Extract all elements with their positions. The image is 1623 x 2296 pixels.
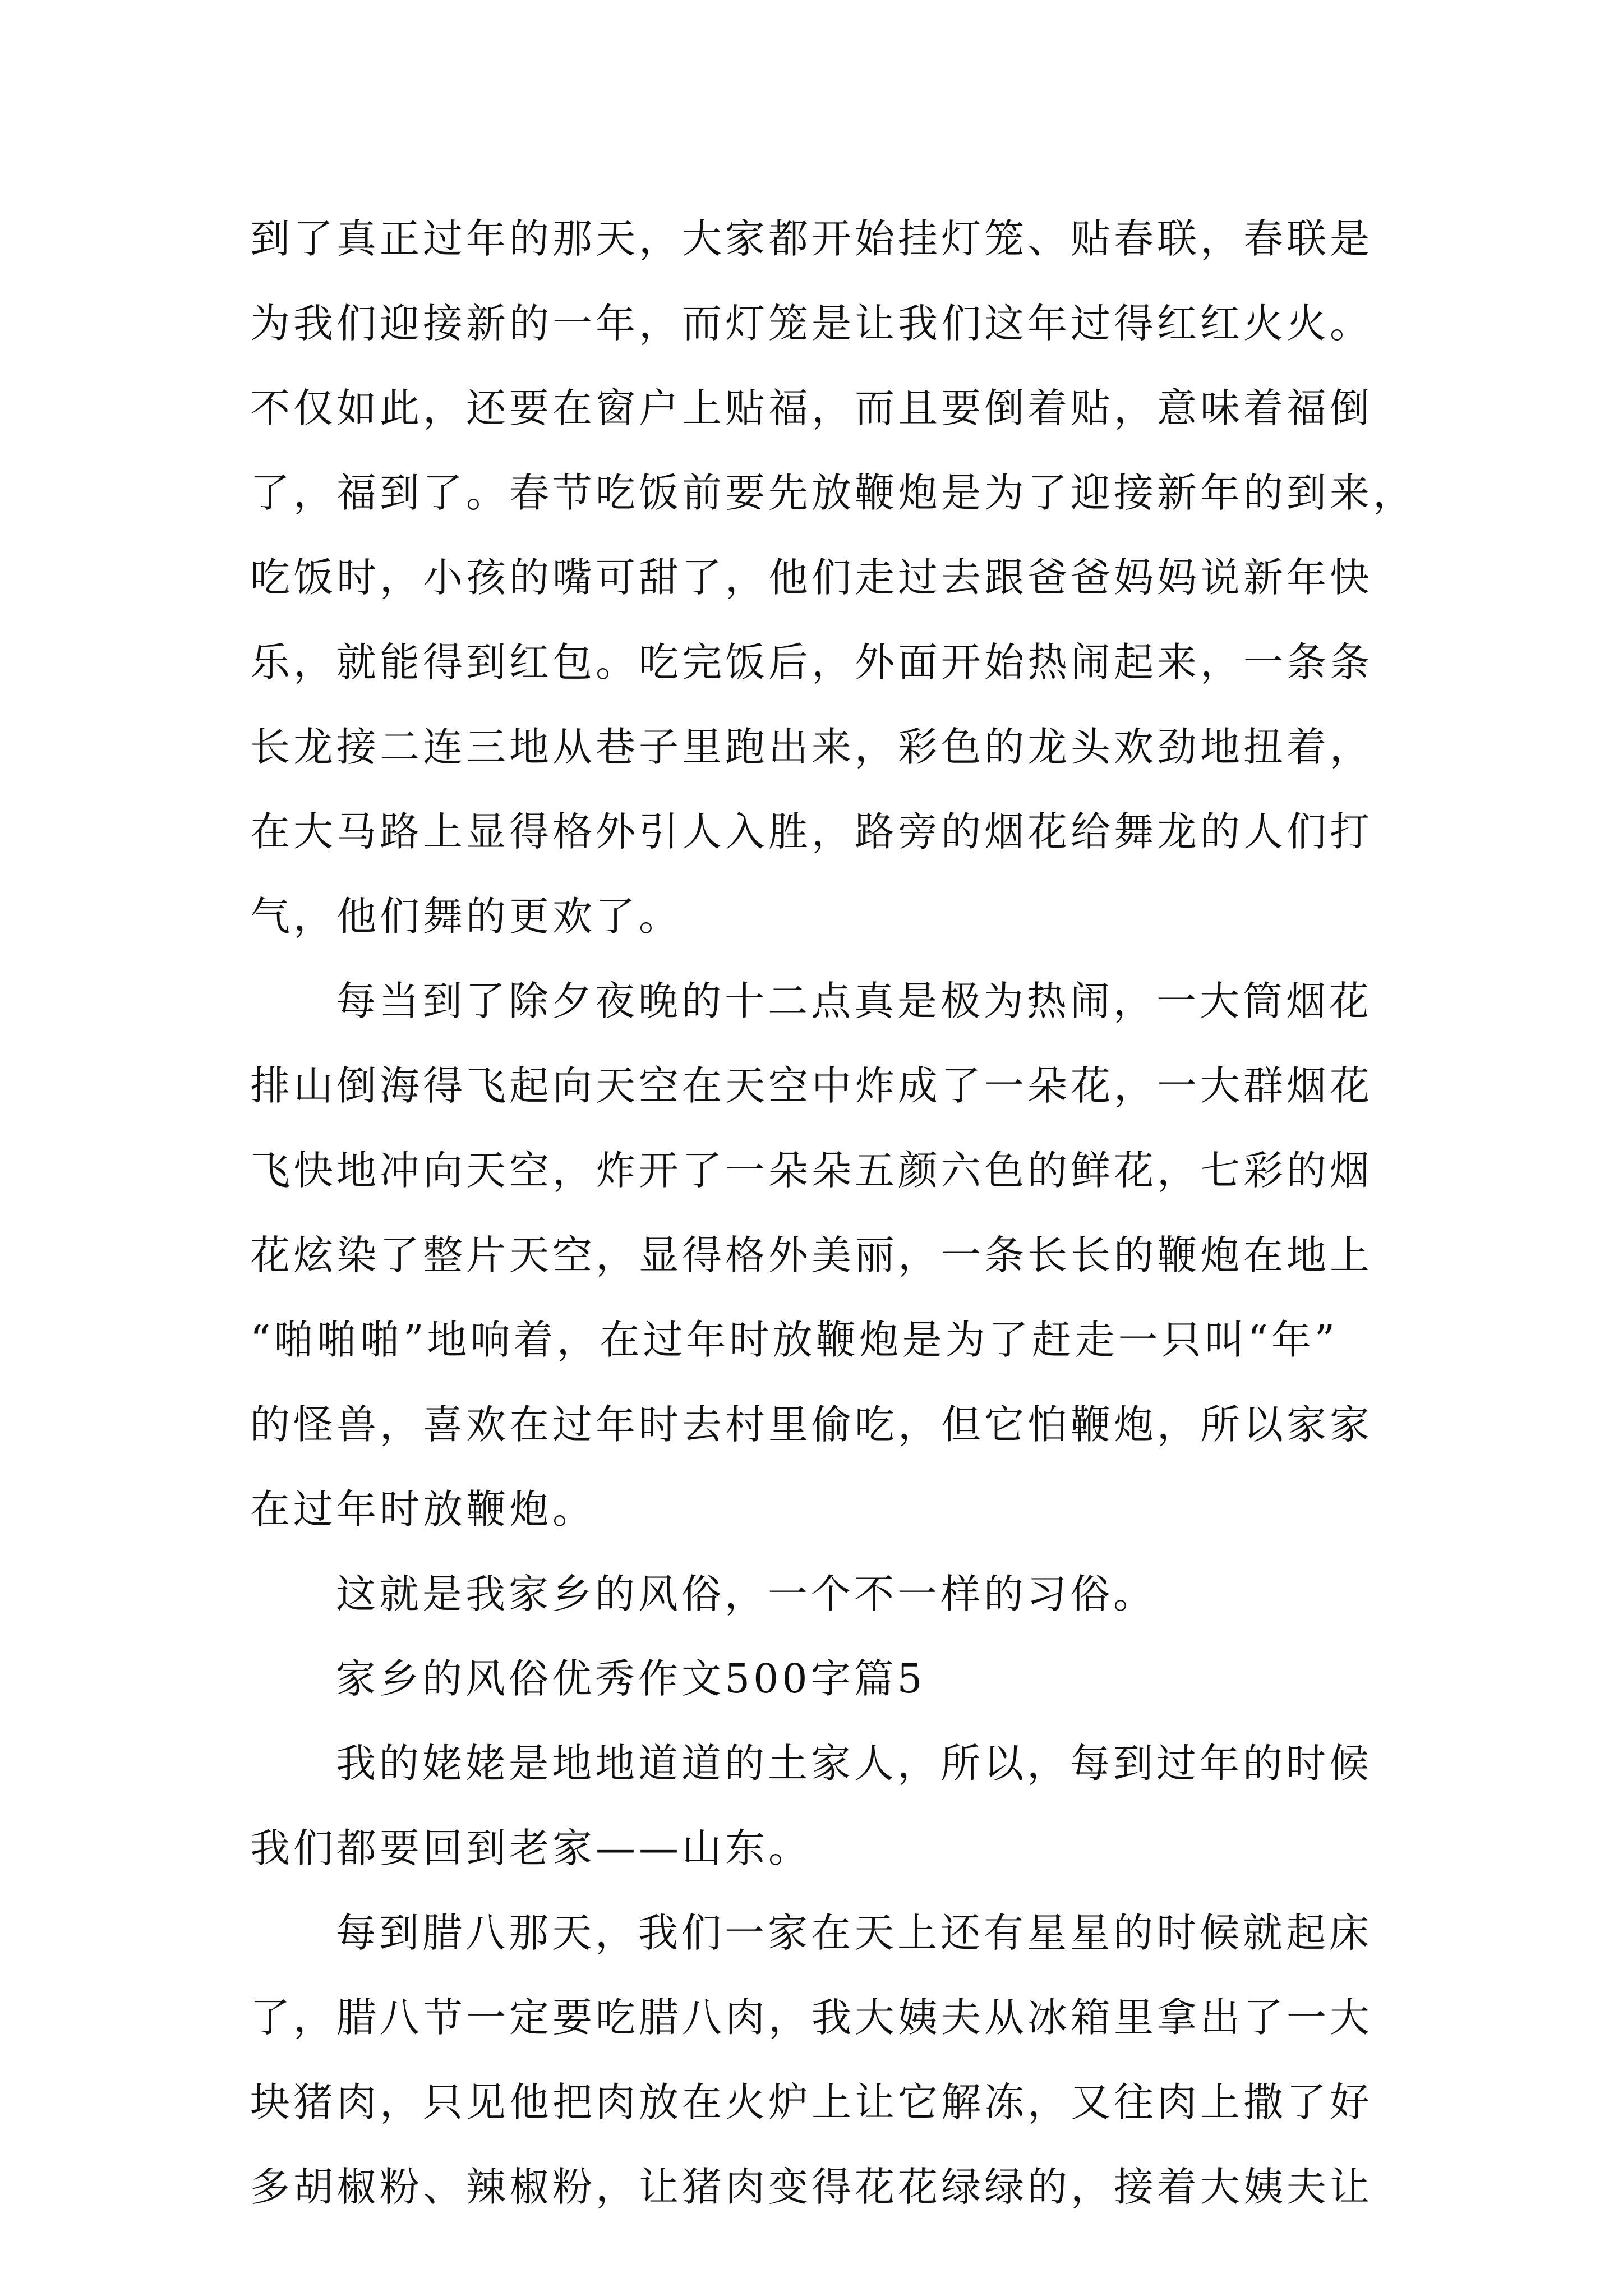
paragraph-laba: [250, 1890, 1383, 2229]
text-line: 花炫染了整片天空，显得格外美丽，一条长长的鞭炮在地上: [250, 1232, 1373, 1278]
text-line: 每到腊八那天，我们一家在天上还有星星的时候就起床: [336, 1910, 1373, 1956]
text-line: 了，福到了。春节吃饭前要先放鞭炮是为了迎接新年的到来，: [250, 470, 1417, 516]
text-line: 长龙接二连三地从巷子里跑出来，彩色的龙头欢劲地扭着，: [250, 724, 1373, 770]
text-line: 多胡椒粉、辣椒粉，让猪肉变得花花绿绿的，接着大姨夫让: [250, 2164, 1373, 2210]
text-line: 在大马路上显得格外引人入胜，路旁的烟花给舞龙的人们打: [250, 808, 1373, 855]
text-line: 为我们迎接新的一年，而灯笼是让我们这年过得红红火火。: [250, 300, 1373, 347]
text-line: 我的姥姥是地地道道的土家人，所以，每到过年的时候: [336, 1740, 1373, 1787]
text-line: “啪啪啪”地响着，在过年时放鞭炮是为了赶走一只叫“年”: [250, 1317, 1339, 1363]
text-line: 不仅如此，还要在窗户上贴福，而且要倒着贴，意味着福倒: [250, 385, 1373, 431]
heading-line: 家乡的风俗优秀作文500字篇5: [336, 1655, 926, 1702]
text-line: 我们都要回到老家——山东。: [250, 1825, 812, 1871]
text-line: 的怪兽，喜欢在过年时去村里偷吃，但它怕鞭炮，所以家家: [250, 1401, 1373, 1448]
text-line: 飞快地冲向天空，炸开了一朵朵五颜六色的鲜花，七彩的烟: [250, 1147, 1373, 1194]
paragraph-new-year-eve: [250, 959, 1383, 1552]
document-body: [250, 196, 1417, 2229]
text-line: 每当到了除夕夜晚的十二点真是极为热闹，一大筒烟花: [336, 978, 1373, 1024]
text-line: 了，腊八节一定要吃腊八肉，我大姨夫从冰箱里拿出了一大: [250, 1994, 1373, 2041]
paragraph-new-year-day: [250, 196, 1417, 959]
paragraph-conclusion: [250, 1552, 1383, 1636]
text-line: 吃饭时，小孩的嘴可甜了，他们走过去跟爸爸妈妈说新年快: [250, 554, 1373, 601]
section-heading: [250, 1636, 1383, 1721]
paragraph-grandma: [250, 1721, 1383, 1890]
text-line: 气，他们舞的更欢了。: [250, 893, 683, 940]
text-line: 这就是我家乡的风俗，一个不一样的习俗。: [336, 1571, 1157, 1617]
text-line: 乐，就能得到红包。吃完饭后，外面开始热闹起来，一条条: [250, 639, 1373, 685]
text-line: 在过年时放鞭炮。: [250, 1486, 596, 1533]
text-line: 到了真正过年的那天，大家都开始挂灯笼、贴春联，春联是: [250, 215, 1373, 262]
text-line: 排山倒海得飞起向天空在天空中炸成了一朵花，一大群烟花: [250, 1062, 1373, 1109]
text-line: 块猪肉，只见他把肉放在火炉上让它解冻，又往肉上撒了好: [250, 2079, 1373, 2125]
